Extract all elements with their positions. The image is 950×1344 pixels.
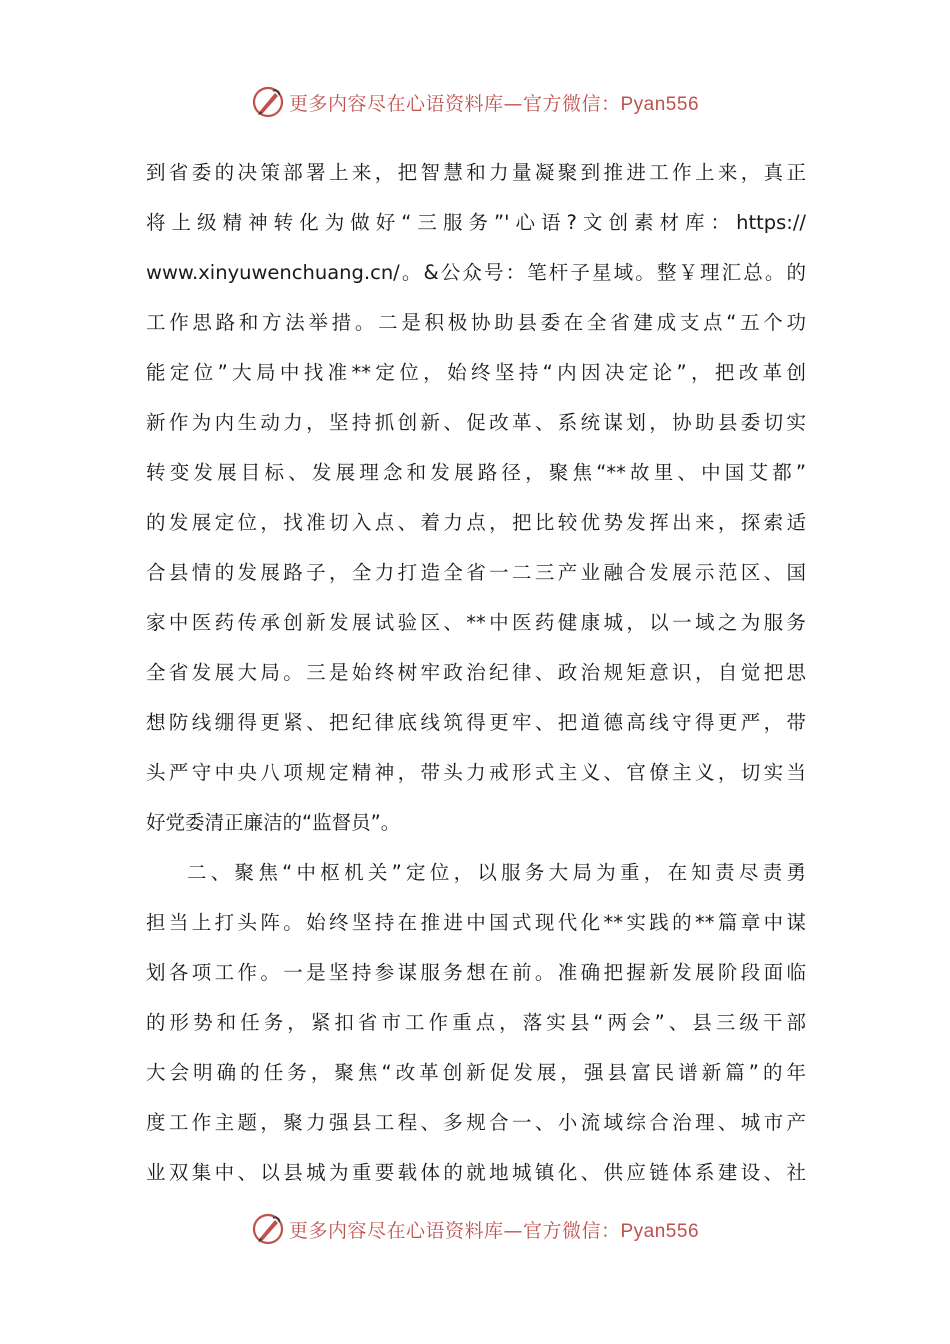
footer-banner [0,1209,950,1249]
body-line: 头严守中央八项规定精神，带头力戒形式主义、官僚主义，切实当 [146,761,806,784]
header-banner-text: 更多内容尽在心语资料库—官方微信：Pyan556 [288,92,700,115]
pen-logo-icon [251,85,285,119]
body-line: 到省委的决策部署上来，把智慧和力量凝聚到推进工作上来，真正 [146,161,806,184]
body-line: 将上级精神转化为做好“三服务”'心语?文创素材库：https:// [146,211,806,234]
document-body [146,148,806,1198]
body-line: 大会明确的任务，聚焦“改革创新促发展，强县富民谱新篇”的年 [146,1061,806,1084]
body-line: 度工作主题，聚力强县工程、多规合一、小流域综合治理、城市产 [146,1111,806,1134]
body-line: 想防线绷得更紧、把纪律底线筑得更牢、把道德高线守得更严，带 [146,711,806,734]
body-line: 能定位”大局中找准**定位，始终坚持“内因决定论”，把改革创 [146,361,806,384]
section-heading-line: 二、聚焦“中枢机关”定位，以服务大局为重，在知责尽责勇 [187,861,806,884]
body-line: 好党委清正廉洁的“监督员”。 [146,811,401,834]
body-line: www.xinyuwenchuang.cn/。&公众号：笔杆子星域。整￥理汇总。的 [146,261,806,284]
body-line: 转变发展目标、发展理念和发展路径，聚焦“**故里、中国艾都” [146,461,806,484]
body-line: 工作思路和方法举措。二是积极协助县委在全省建成支点“五个功 [146,311,806,334]
body-line: 的形势和任务，紧扣省市工作重点，落实县“两会”、县三级干部 [146,1011,806,1034]
footer-wechat-id: Pyan556 [620,1220,700,1242]
header-wechat-id: Pyan556 [620,93,700,115]
body-line: 担当上打头阵。始终坚持在推进中国式现代化**实践的**篇章中谋 [146,911,806,934]
body-line: 合县情的发展路子，全力打造全省一二三产业融合发展示范区、国 [146,561,806,584]
body-line: 业双集中、以县城为重要载体的就地城镇化、供应链体系建设、社 [146,1161,806,1184]
header-banner [0,82,950,122]
body-line: 新作为内生动力，坚持抓创新、促改革、系统谋划，协助县委切实 [146,411,806,434]
footer-banner-text: 更多内容尽在心语资料库—官方微信：Pyan556 [288,1219,700,1242]
body-line: 家中医药传承创新发展试验区、**中医药健康城，以一域之为服务 [146,611,806,634]
pen-logo-icon [251,1212,285,1246]
body-line: 的发展定位，找准切入点、着力点，把比较优势发挥出来，探索适 [146,511,806,534]
body-line: 全省发展大局。三是始终树牢政治纪律、政治规矩意识，自觉把思 [146,661,806,684]
body-line: 划各项工作。一是坚持参谋服务想在前。准确把握新发展阶段面临 [146,961,806,984]
